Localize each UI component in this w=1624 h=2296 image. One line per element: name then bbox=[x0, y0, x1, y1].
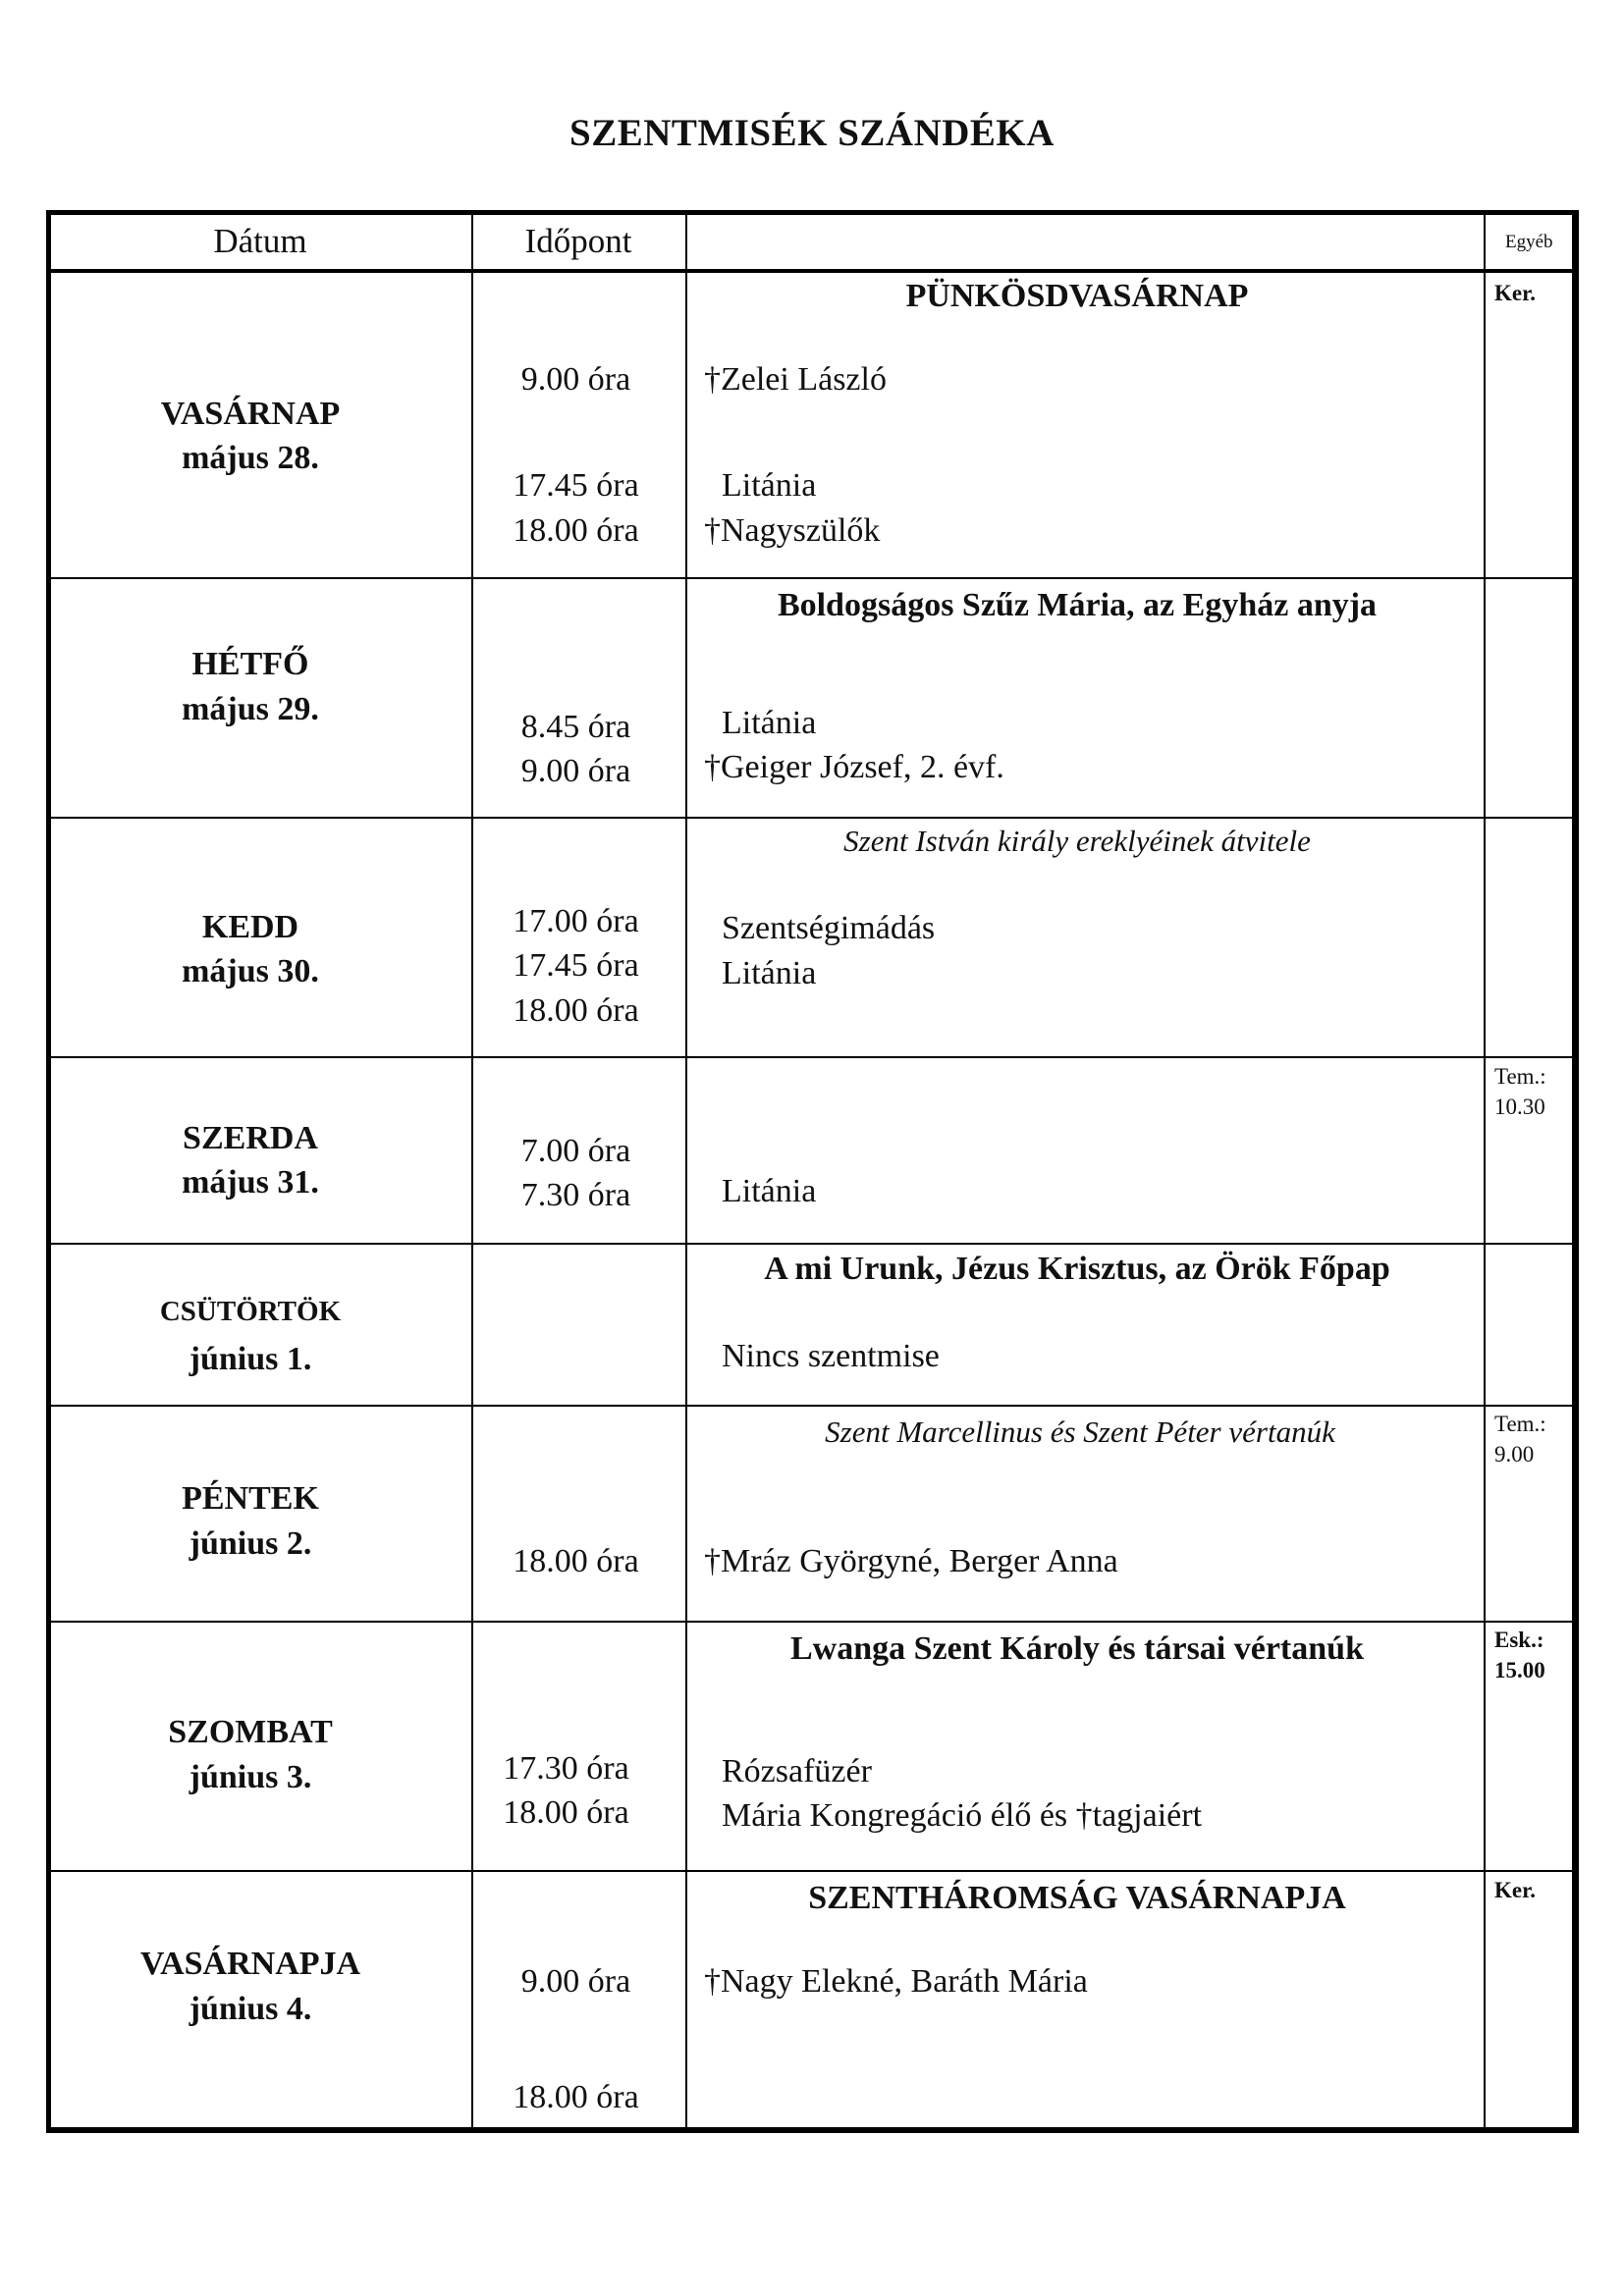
mass-intention: †Geiger József, 2. évf. bbox=[704, 749, 1004, 785]
day-name: HÉTFŐ bbox=[191, 646, 309, 682]
day-date: június 2. bbox=[189, 1525, 312, 1562]
other-note: Tem.: bbox=[1494, 1412, 1546, 1436]
mass-time: 17.45 óra bbox=[513, 467, 639, 504]
day-date: június 1. bbox=[189, 1341, 312, 1377]
mass-time: 18.00 óra bbox=[503, 1794, 629, 1831]
other-note: Ker. bbox=[1494, 281, 1536, 305]
feast-title: PÜNKÖSDVASÁRNAP bbox=[905, 278, 1249, 314]
mass-intention: †Nagyszülők bbox=[704, 512, 881, 549]
row-divider bbox=[46, 1870, 1579, 1872]
other-note: 9.00 bbox=[1494, 1442, 1535, 1467]
day-name: KEDD bbox=[201, 909, 299, 945]
day-name: SZOMBAT bbox=[168, 1714, 333, 1750]
other-note: 10.30 bbox=[1494, 1095, 1545, 1119]
mass-time: 7.00 óra bbox=[520, 1133, 631, 1169]
mass-time: 18.00 óra bbox=[513, 1543, 639, 1579]
header-divider bbox=[46, 269, 1579, 273]
mass-time: 8.45 óra bbox=[520, 709, 631, 745]
mass-intention: Mária Kongregáció élő és †tagjaiért bbox=[722, 1797, 1203, 1834]
feast-title: Szent Marcellinus és Szent Péter vértanúk bbox=[825, 1415, 1335, 1449]
mass-time: 17.00 óra bbox=[513, 903, 639, 939]
row-divider bbox=[46, 1405, 1579, 1407]
other-note: 15.00 bbox=[1494, 1658, 1545, 1682]
mass-time: 7.30 óra bbox=[520, 1177, 631, 1213]
header-time: Időpont bbox=[524, 222, 632, 260]
mass-intention: †Zelei László bbox=[704, 361, 887, 398]
header-other: Egyéb bbox=[1505, 232, 1553, 252]
mass-time: 9.00 óra bbox=[520, 1963, 631, 2000]
page-title: SZENTMISÉK SZÁNDÉKA bbox=[569, 112, 1055, 154]
mass-intention: Szentségimádás bbox=[722, 910, 936, 946]
day-date: június 3. bbox=[189, 1759, 312, 1795]
mass-time: 18.00 óra bbox=[513, 992, 639, 1029]
row-divider bbox=[46, 1056, 1579, 1058]
mass-intention: Rózsafüzér bbox=[722, 1753, 872, 1789]
header-date: Dátum bbox=[213, 222, 307, 260]
row-divider bbox=[46, 577, 1579, 579]
feast-title: SZENTHÁROMSÁG VASÁRNAPJA bbox=[808, 1880, 1346, 1916]
feast-title: Szent István király ereklyéinek átvitele bbox=[843, 824, 1311, 858]
feast-title: Boldogságos Szűz Mária, az Egyház anyja bbox=[777, 587, 1378, 623]
mass-time: 18.00 óra bbox=[513, 2079, 639, 2115]
day-name: VASÁRNAPJA bbox=[139, 1946, 361, 1982]
day-date: május 30. bbox=[182, 953, 319, 989]
day-name: VASÁRNAP bbox=[160, 396, 341, 432]
mass-time: 9.00 óra bbox=[520, 753, 631, 789]
day-date: május 31. bbox=[182, 1164, 319, 1201]
other-note: Esk.: bbox=[1494, 1628, 1544, 1652]
mass-intention: Litánia bbox=[722, 705, 817, 741]
column-divider bbox=[1484, 210, 1486, 2133]
day-name: CSÜTÖRTÖK bbox=[159, 1296, 342, 1327]
day-name: SZERDA bbox=[183, 1120, 318, 1156]
mass-time: 9.00 óra bbox=[520, 361, 631, 398]
day-date: május 29. bbox=[182, 691, 319, 727]
mass-intention: Litánia bbox=[722, 955, 817, 991]
mass-intention: Nincs szentmise bbox=[722, 1338, 940, 1374]
feast-title: Lwanga Szent Károly és társai vértanúk bbox=[790, 1630, 1364, 1667]
mass-intention: Litánia bbox=[722, 1173, 817, 1209]
mass-intention: †Nagy Elekné, Baráth Mária bbox=[704, 1963, 1088, 2000]
day-date: május 28. bbox=[182, 440, 319, 476]
row-divider bbox=[46, 1243, 1579, 1245]
row-divider bbox=[46, 817, 1579, 819]
mass-time: 17.45 óra bbox=[513, 947, 639, 984]
mass-time: 18.00 óra bbox=[513, 512, 639, 549]
day-date: június 4. bbox=[189, 1991, 312, 2027]
feast-title: A mi Urunk, Jézus Krisztus, az Örök Főpap bbox=[764, 1251, 1390, 1287]
other-note: Ker. bbox=[1494, 1878, 1536, 1902]
other-note: Tem.: bbox=[1494, 1064, 1546, 1089]
row-divider bbox=[46, 1621, 1579, 1623]
day-name: PÉNTEK bbox=[182, 1480, 319, 1517]
mass-intention: †Mráz Györgyné, Berger Anna bbox=[704, 1543, 1118, 1579]
mass-time: 17.30 óra bbox=[503, 1750, 629, 1787]
mass-intention: Litánia bbox=[722, 467, 817, 504]
column-divider bbox=[685, 210, 687, 2133]
